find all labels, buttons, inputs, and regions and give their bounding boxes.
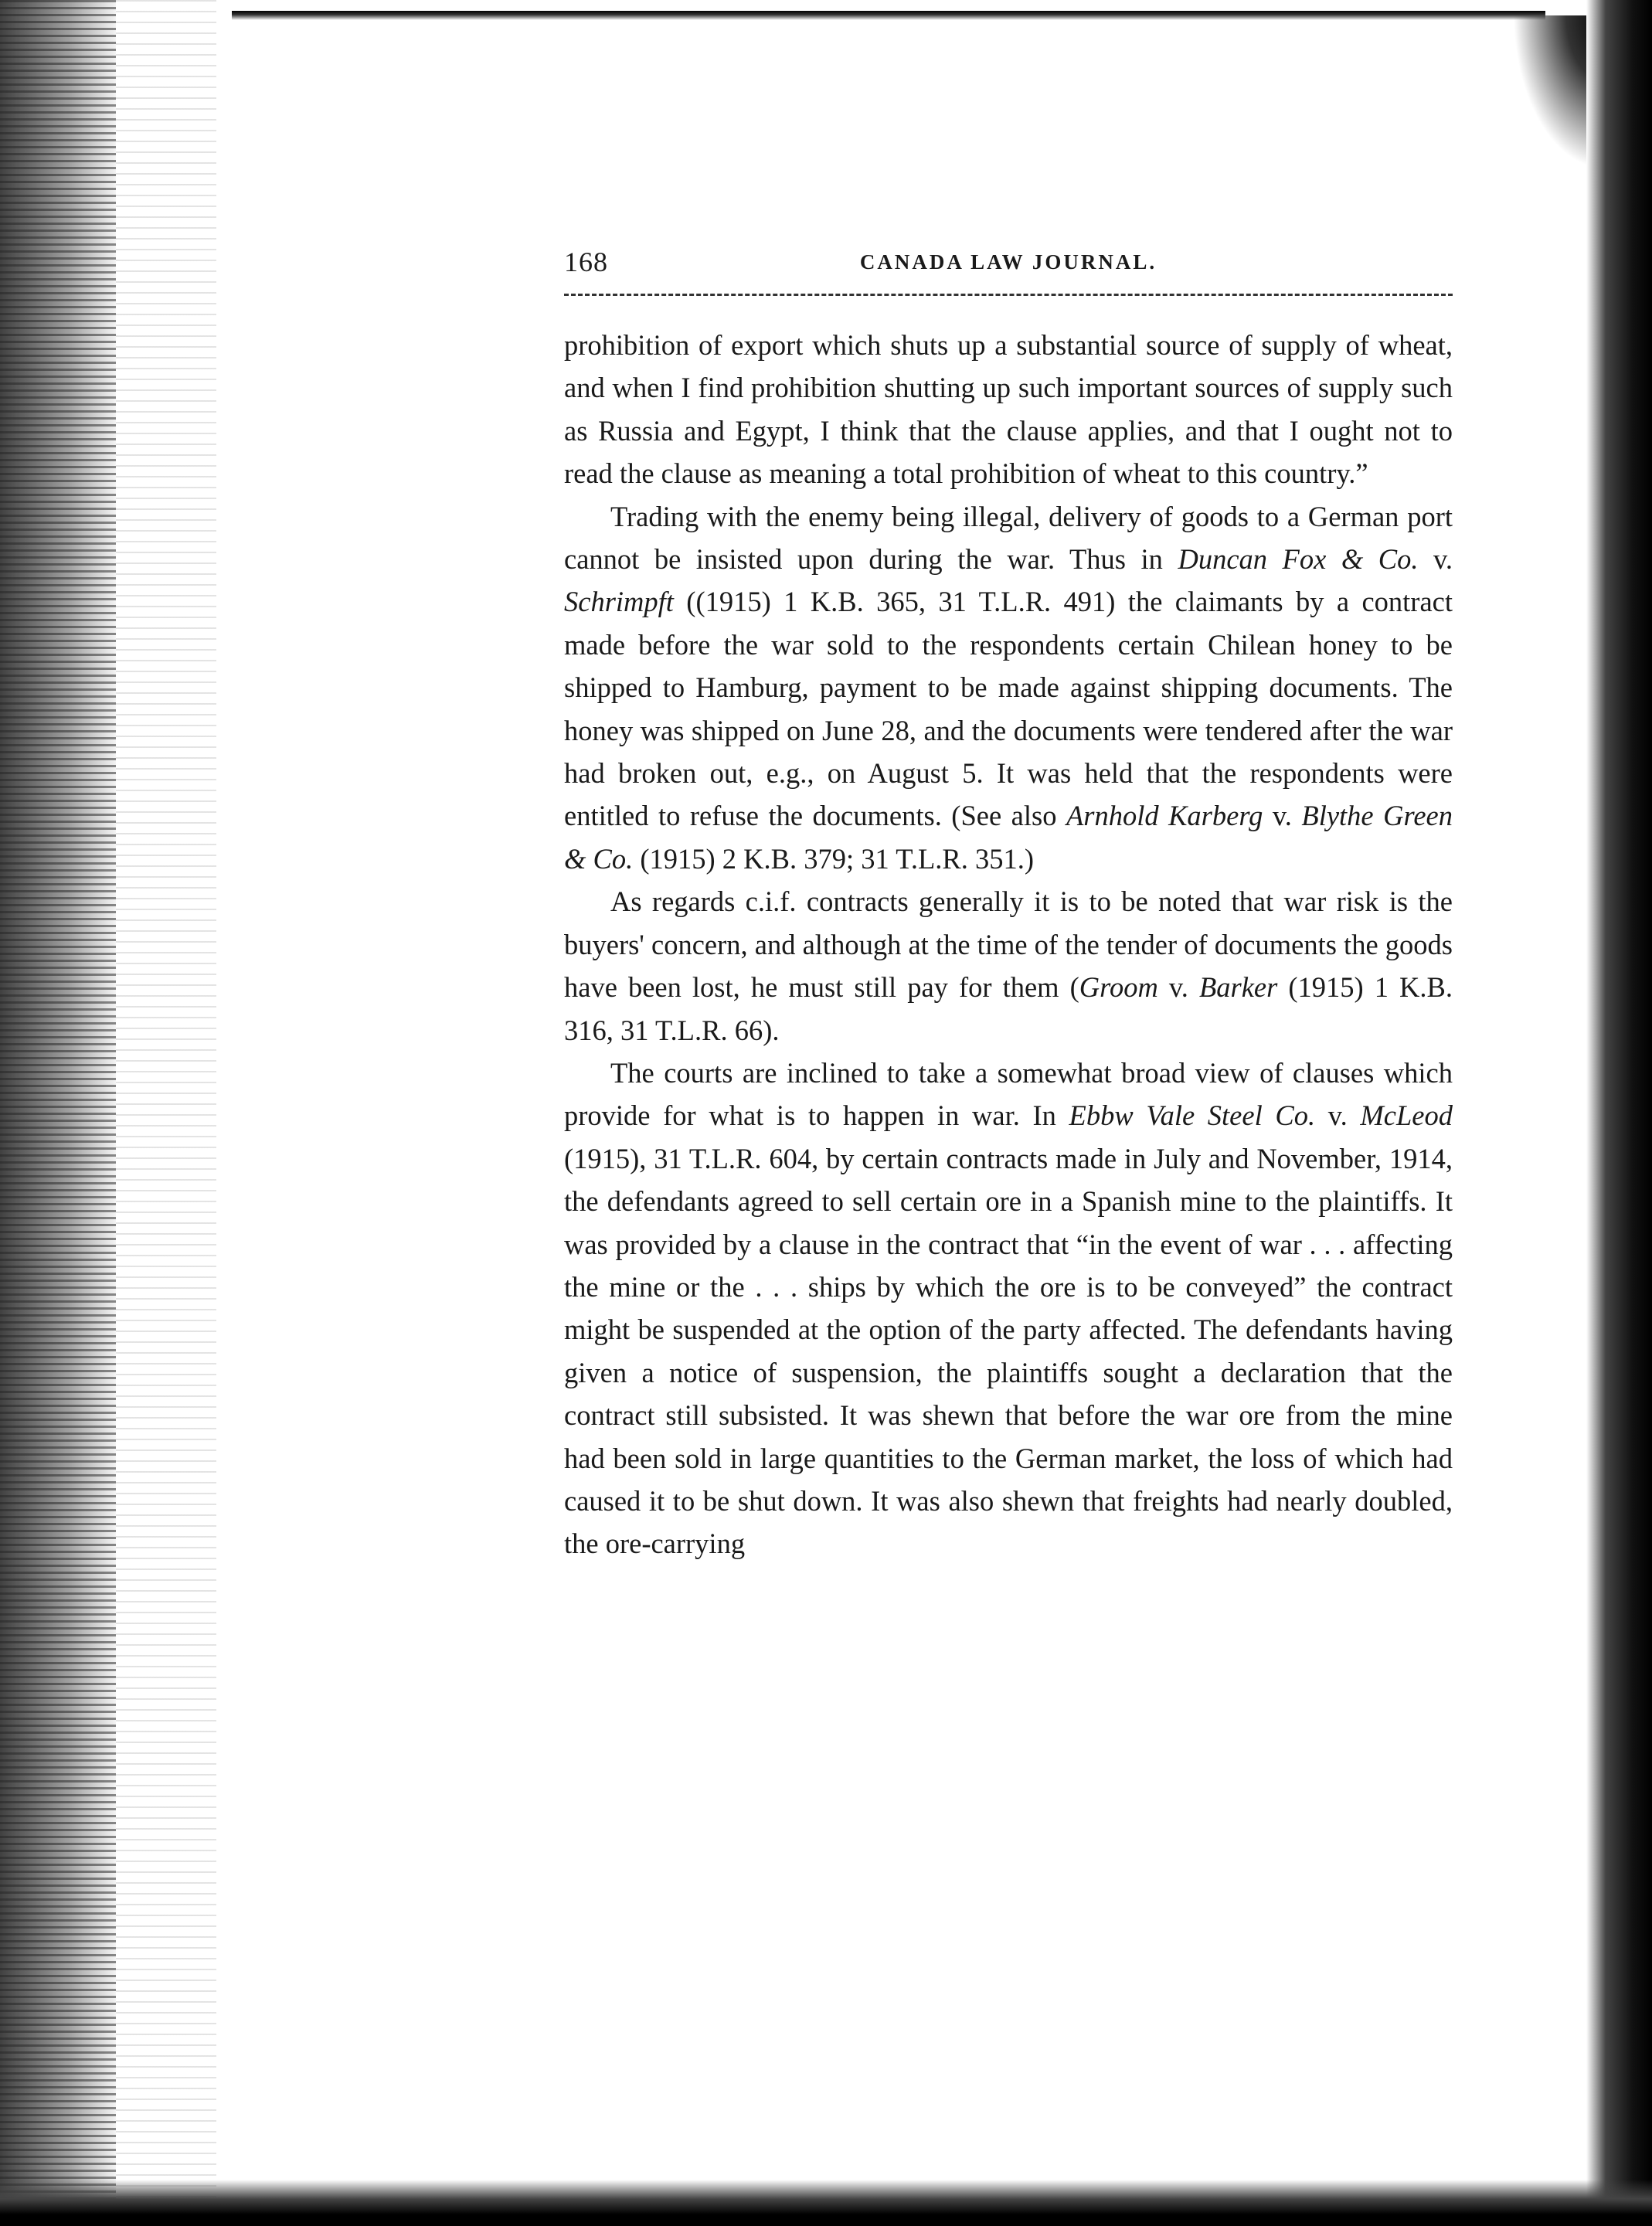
scan-bottom-edge: [0, 2180, 1652, 2226]
paragraph: [564, 880, 1453, 1052]
paragraph: [564, 1052, 1453, 1565]
paragraph-text: v.: [1157, 971, 1199, 1004]
case-name: Groom: [1079, 971, 1158, 1004]
paragraph: [564, 324, 1453, 495]
paragraph-text: v.: [1315, 1099, 1361, 1132]
scan-binding-shadow: [0, 0, 116, 2226]
header-rule: [564, 294, 1453, 296]
scan-right-edge: [1586, 0, 1652, 2226]
paragraph-text: The courts are inclined to take a somewhat broad view of clauses which provide for what is to happen in war. In: [564, 1056, 1453, 1132]
body-text: [564, 324, 1453, 1565]
case-name: Arnhold Karberg: [1066, 800, 1263, 832]
paragraph-text: (1915) 2 K.B. 379; 31 T.L.R. 351.): [633, 842, 1035, 875]
paragraph: [564, 495, 1453, 881]
case-name: Barker: [1198, 971, 1278, 1004]
paragraph-text: prohibition of export which shuts up a substantial source of supply of wheat, and when I find prohibition shutting up such important sources of supply such as Russia and Egypt, I think that the clause applies, and that I ought not to read the clause as meaning a total prohibition of wheat to this country.”: [564, 329, 1453, 490]
page-content: [564, 246, 1453, 1565]
case-name: McLeod: [1360, 1099, 1453, 1132]
page-number: 168: [564, 246, 608, 277]
paragraph-text: (1915), 31 T.L.R. 604, by certain contracts made in July and November, 1914, the defendants agreed to sell certain ore in a Spanish mine to the plaintiffs. It was provided by a clause in the contract that “in the event of war . . . affecting the mine or the . . . ships by which the ore is to be conveyed” the contract might be suspended at the option of the party affected. The defendants having given a notice of suspension, the plaintiffs sought a declaration that the contract still subsisted. It was shewn that before the war ore from the mine had been sold in large quantities to the German market, the loss of which had caused it to be shut down. It was also shewn that freights had nearly doubled, the ore-carrying: [564, 1142, 1453, 1560]
paragraph-text: Trading with the enemy being illegal, delivery of goods to a German port cannot be insisted upon during the war. Thus in: [564, 500, 1453, 576]
case-name: Schrimpft: [564, 586, 674, 618]
paragraph-text: v.: [1263, 800, 1302, 832]
paragraph-text: (1915) 1 K.B. 316, 31 T.L.R. 66).: [564, 971, 1453, 1046]
case-name: Blythe Green & Co.: [564, 800, 1453, 875]
case-name: Duncan Fox & Co.: [1178, 543, 1419, 576]
running-head: [564, 246, 1453, 284]
paragraph-text: v.: [1418, 543, 1453, 576]
case-name: Ebbw Vale Steel Co.: [1069, 1099, 1316, 1132]
scan-binding-texture: [116, 0, 216, 2226]
journal-title: CANADA LAW JOURNAL.: [859, 250, 1157, 274]
paragraph-text: As regards c.i.f. contracts generally it is to be noted that war risk is the buyers' concern, and although at the time of the tender of documents the goods have been lost, he must still pay for them (: [564, 885, 1453, 1004]
paragraph-text: ((1915) 1 K.B. 365, 31 T.L.R. 491) the claimants by a contract made before the war sold to the respondents certain Chilean honey to be shipped to Hamburg, payment to be made against shipping documents. The honey was shipped on June 28, and the documents were tendered after the war had broken out, e.g., on August 5. It was held that the respondents were entitled to refuse the documents. (See also: [564, 586, 1453, 832]
scan-top-edge: [232, 11, 1545, 20]
